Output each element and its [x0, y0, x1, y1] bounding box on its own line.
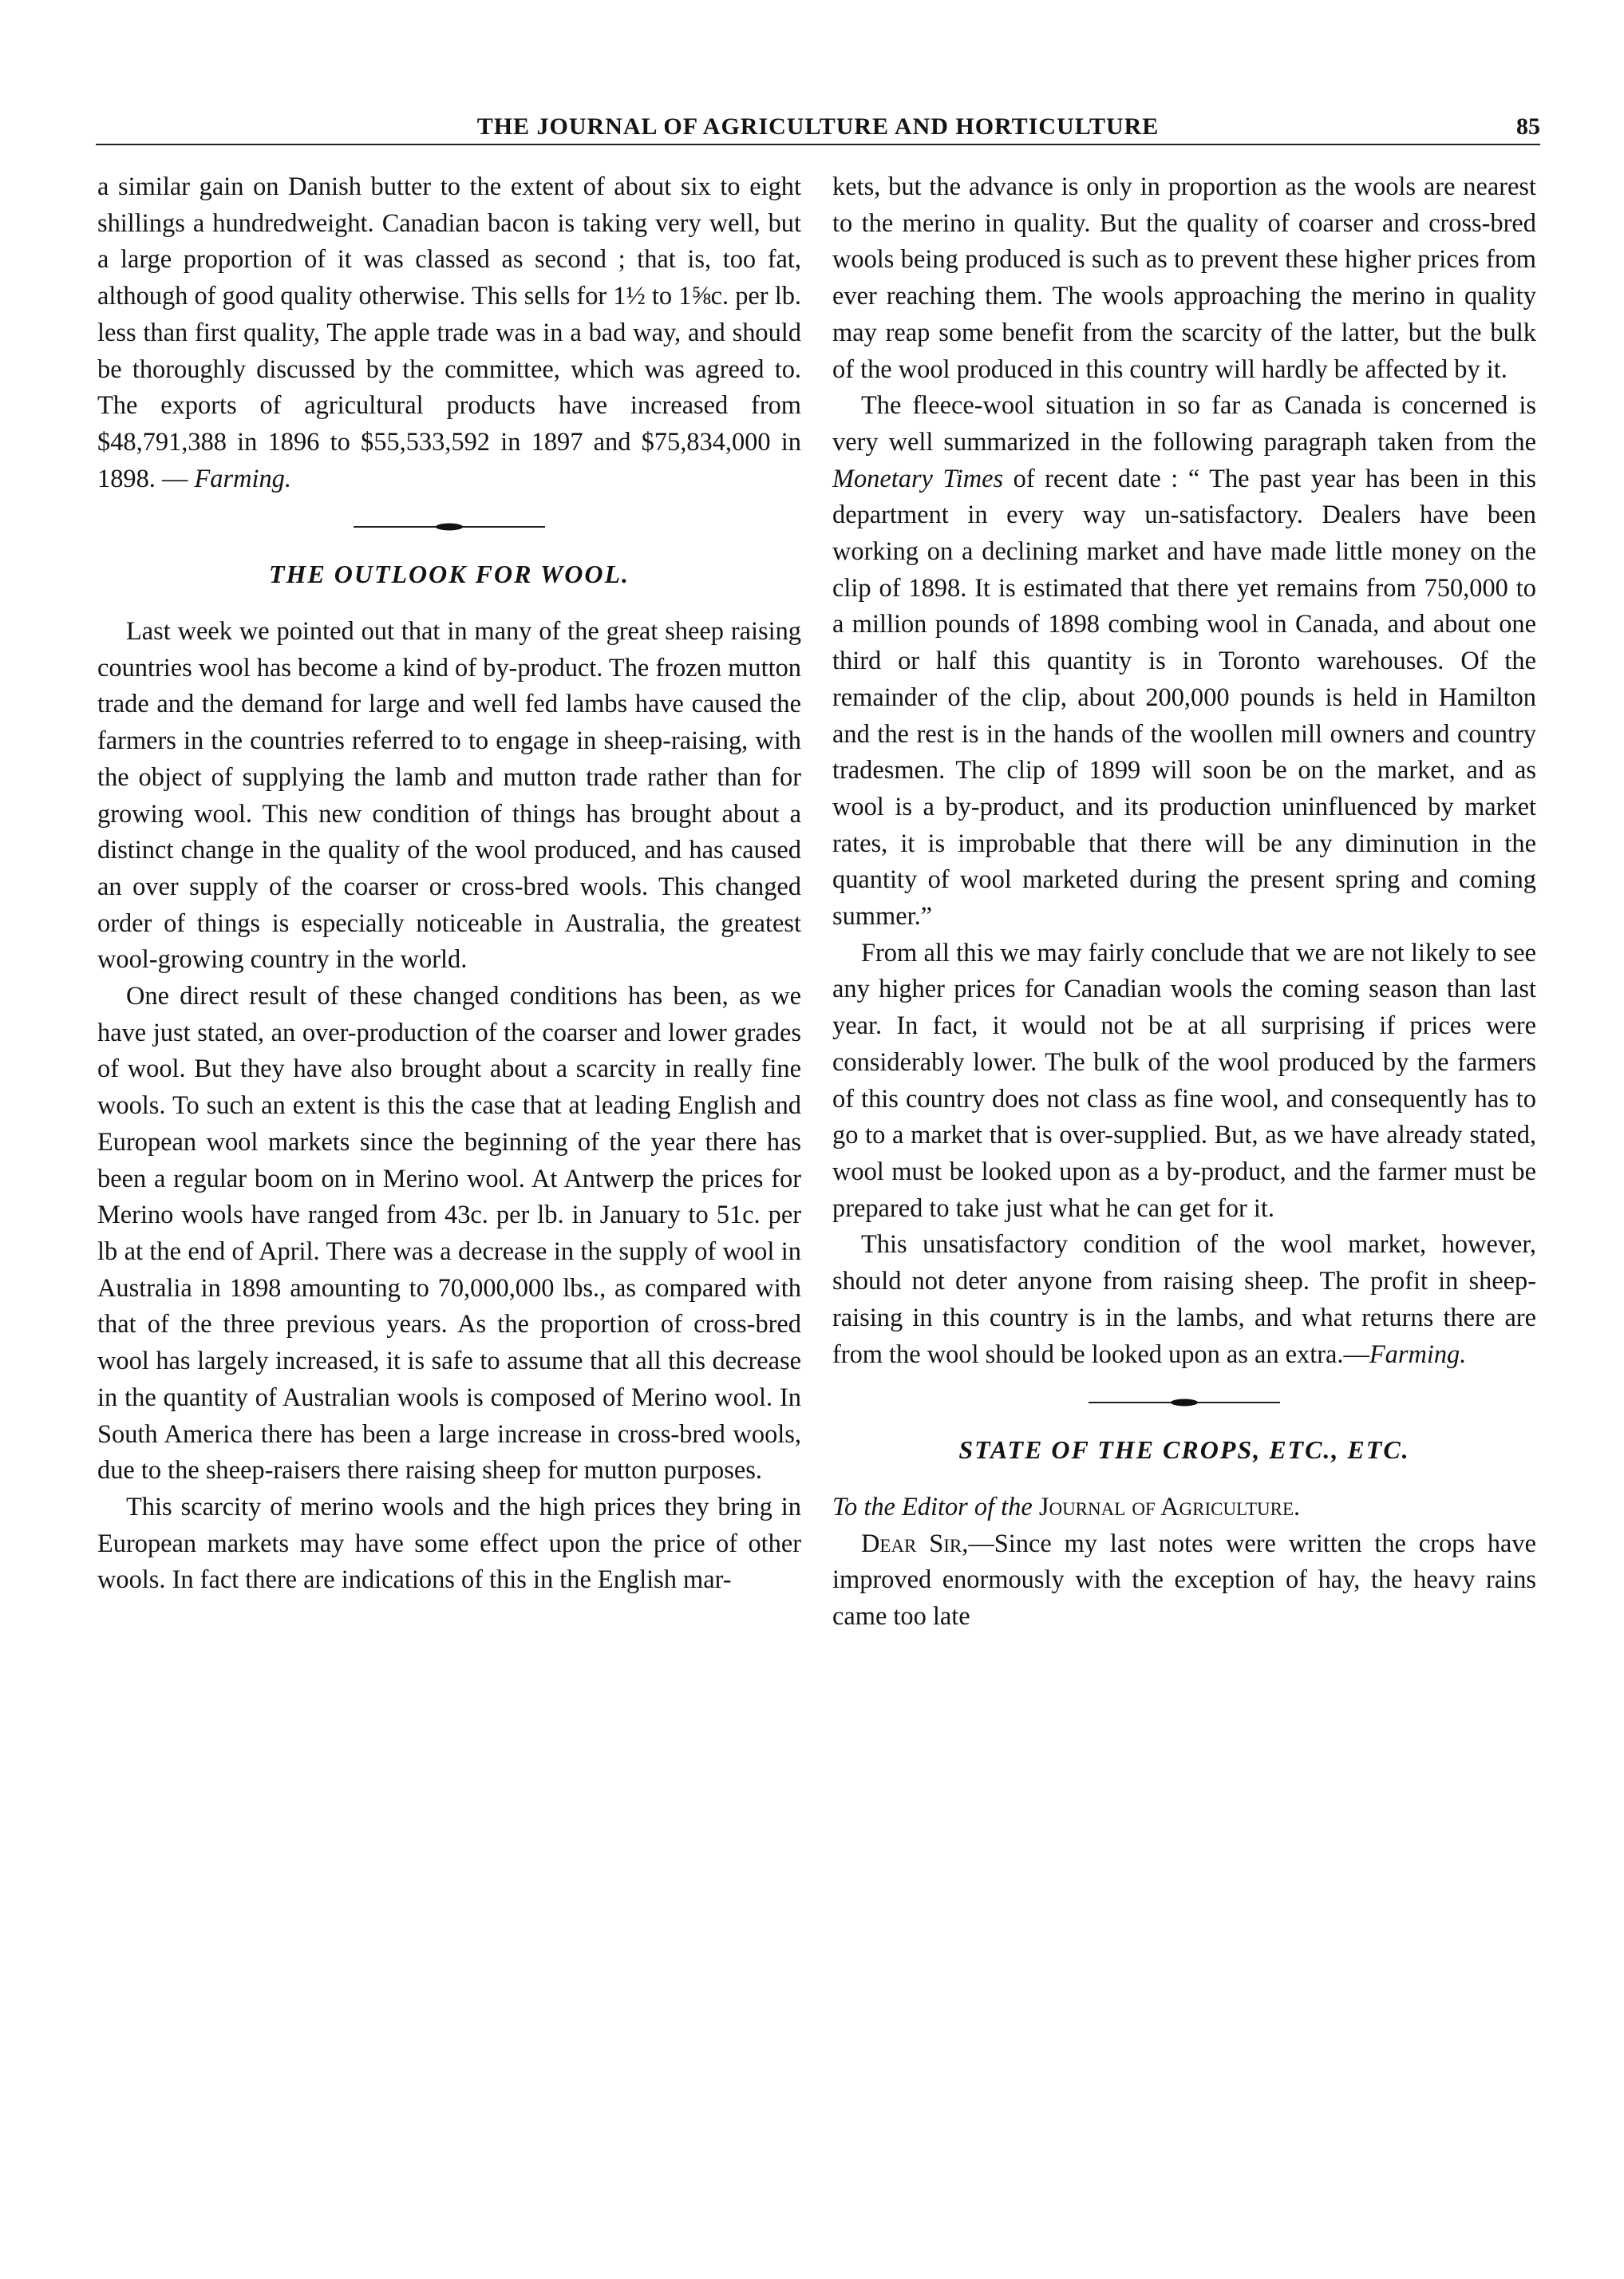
letter-text: —Since my last notes were written the crops have improved enormously with the exception of hay, the heavy rains came too late [832, 1529, 1536, 1632]
running-title: THE JOURNAL OF AGRICULTURE AND HORTICULTURE [476, 113, 1160, 140]
source-title: Monetary Times [832, 464, 1004, 493]
continued-paragraph [97, 169, 801, 497]
continued-paragraph: kets, but the advance is only in proportion as the wools are nearest to the merino in quality. But the quality of coarser and cross-bred wools being produced is such as to prevent these higher prices from ever reaching them. The wools approaching the merino in quality may reap some benefit from the scarcity of the latter, but the bulk of the wool produced in this country will hardly be affected by it. [832, 172, 1536, 384]
section-divider [832, 1384, 1536, 1421]
continued-paragraph-text: a similar gain on Danish butter to the extent of about six to eight shillings a hundredweight. Canadian bacon is taking very well, but a large proportion of it was classed as second ; that is, too fat, although of good quality otherwise. This sells for 1½ to 1⅝c. per lb. less than first quality, The apple trade was in a bad way, and should be thoroughly discussed by the committee, which was agreed to. The exports of agricultural products have increased from $48,791,388 in 1896 to $55,533,592 in 1897 and $75,834,000 in 1898. — [97, 172, 801, 493]
divider-ornament-icon [1171, 1399, 1198, 1407]
source-credit: Farming. [194, 464, 291, 493]
addressee-journal: Journal of Agriculture. [1038, 1492, 1301, 1521]
addressee-prefix: To the Editor of the [832, 1492, 1033, 1521]
section-divider [97, 508, 801, 545]
salutation: Dear Sir, [861, 1529, 969, 1558]
page-number: 85 [1516, 113, 1540, 140]
addressee-line [832, 1490, 1536, 1526]
article-paragraph [832, 388, 1536, 936]
letter-paragraph [832, 1526, 1536, 1636]
right-column [832, 169, 1536, 1636]
left-column [97, 169, 801, 1599]
running-head [96, 80, 1540, 145]
paragraph-text: of recent date : “ The past year has been in this department in every way un-satisfactory. Dealers have been working on a declining market and have made little money on the clip of 1898. It is estimated that there yet remains from 750,000 to a million pounds of 1898 combing wool in Canada, and about one third or half this quantity is in Toronto warehouses. Of the remainder of the clip, about 200,000 pounds is held in Hamilton and the rest is in the hands of the woollen mill owners and country tradesmen. The clip of 1899 will soon be on the market, and as wool is a by-product, and its production uninfluenced by market rates, it is improbable that there will be any diminution in the quantity of wool marketed during the present spring and coming summer.” [832, 464, 1536, 932]
source-credit: Farming. [1369, 1339, 1467, 1369]
article-paragraph: From all this we may fairly conclude that we are not likely to see any higher prices for Canadian wools the coming season than last year. In fact, it would not be at all surprising if prices were considerably lower. The bulk of the wool produced by the farmers of this country does not class as fine wool, and consequently has to go to a market that is over-supplied. But, as we have already stated, wool must be looked upon as a by-product, and the farmer must be prepared to take just what he can get for it. [832, 938, 1536, 1223]
article-paragraph: Last week we pointed out that in many of the great sheep raising countries wool has become a kind of by-product. The frozen mutton trade and the demand for large and well fed lambs have caused the farmers in the countries referred to to engage in sheep-raising, with the object of supplying the lamb and mutton trade rather than for growing wool. This new condition of things has brought about a distinct change in the quality of the wool produced, and has caused an over supply of the coarser or cross-bred wools. This changed order of things is especially noticeable in Australia, the greatest wool-growing country in the world. [97, 617, 801, 975]
article-paragraph: This scarcity of merino wools and the high prices they bring in European markets may have some effect upon the price of other wools. In fact there are indications of this in the English mar- [97, 1492, 801, 1595]
article-paragraph [832, 1227, 1536, 1373]
paragraph-text: This unsatisfactory condition of the wool market, however, should not deter anyone from raising sheep. The profit in sheep-raising in this country is in the lambs, and what returns there are from the wool should be looked upon as an extra.— [832, 1230, 1536, 1369]
divider-ornament-icon [436, 524, 463, 531]
article-title: THE OUTLOOK FOR WOOL. [268, 560, 630, 589]
article-title: STATE OF THE CROPS, ETC., ETC. [958, 1435, 1410, 1465]
article-paragraph: One direct result of these changed conditions has been, as we have just stated, an over-production of the coarser and lower grades of wool. But they have also brought about a scarcity in really fine wools. To such an extent is this the case that at leading English and European wool markets since the beginning of the year there has been a regular boom on in Merino wool. At Antwerp the prices for Merino wools have ranged from 43c. per lb. in January to 51c. per lb at the end of April. There was a decrease in the supply of wool in Australia in 1898 amounting to 70,000,000 lbs., as compared with that of the three previous years. As the proportion of cross-bred wool has largely increased, it is safe to assume that all this decrease in the quantity of Australian wools is composed of Merino wool. In South America there has been a large increase in cross-bred wools, due to the sheep-raisers there raising sheep for mutton purposes. [97, 982, 801, 1486]
paragraph-text: The fleece-wool situation in so far as Canada is concerned is very well summarized in the following paragraph taken from the [832, 391, 1536, 457]
